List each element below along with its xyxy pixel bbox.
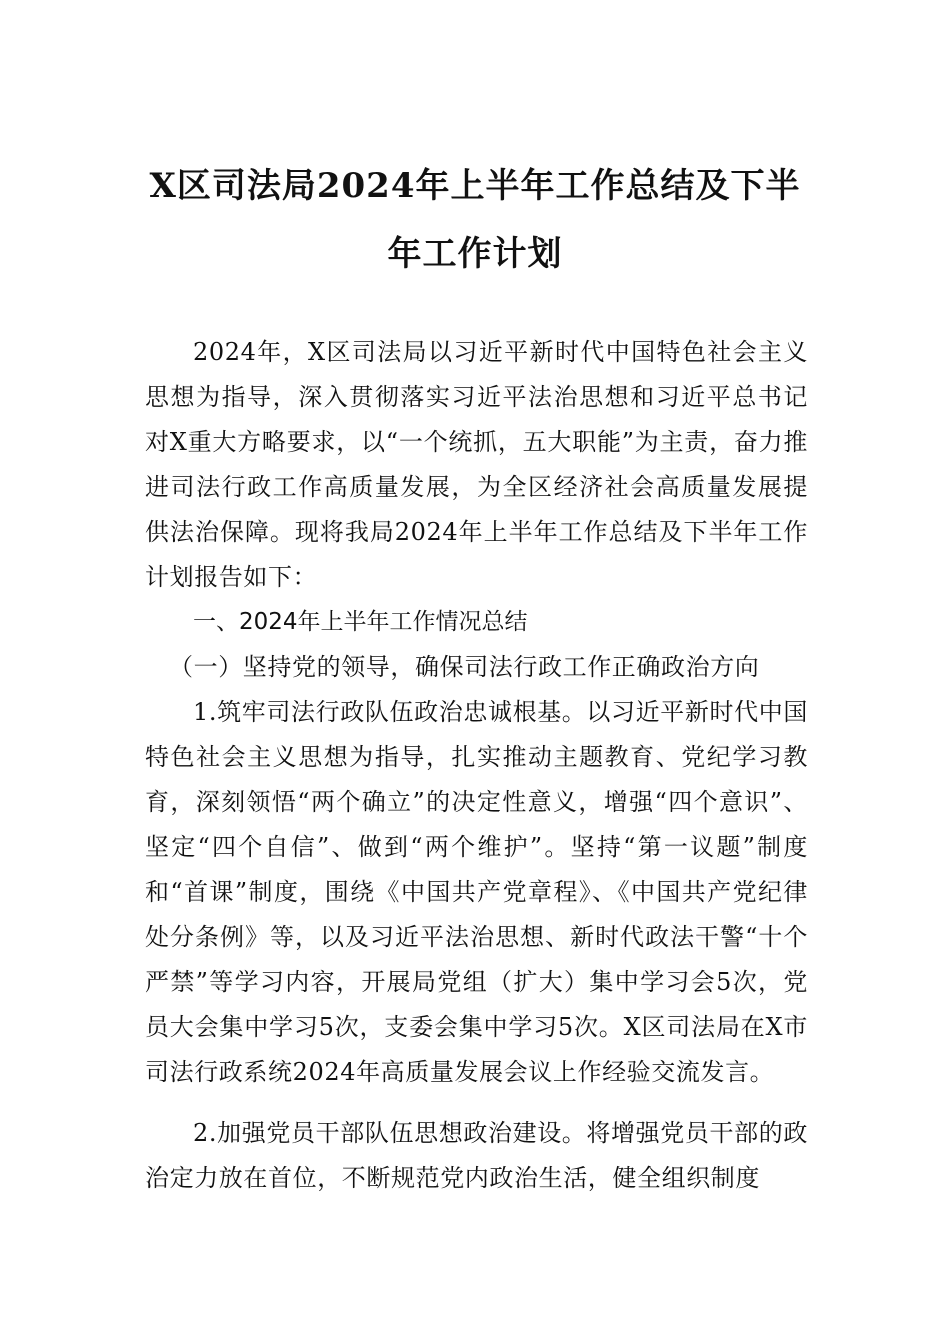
document-body [145, 330, 808, 1201]
paragraph-2: 2.加强党员干部队伍思想政治建设。将增强党员干部的政治定力放在首位，不断规范党内政治生活，健全组织制度 [145, 1119, 808, 1192]
document-title-line-1: X区司法局2024年上半年工作总结及下半 [149, 166, 801, 206]
intro-paragraph: 2024年，X区司法局以习近平新时代中国特色社会主义思想为指导，深入贯彻落实习近平法治思想和习近平总书记对X重大方略要求，以“一个统抓，五大职能”为主责，奋力推进司法行政工作高质量发展，为全区经济社会高质量发展提供法治保障。现将我局2024年上半年工作总结及下半年工作计划报告如下： [145, 338, 808, 591]
section-heading: 一、2024年上半年工作情况总结 [193, 609, 528, 635]
document-title-line-2: 年工作计划 [387, 234, 563, 274]
subsection-heading: （一）坚持党的领导，确保司法行政工作正确政治方向 [169, 653, 760, 681]
paragraph-gap [145, 1095, 808, 1111]
paragraph-1: 1.筑牢司法行政队伍政治忠诚根基。以习近平新时代中国特色社会主义思想为指导，扎实推动主题教育、党纪学习教育，深刻领悟“两个确立”的决定性意义，增强“四个意识”、坚定“四个自信”、做到“两个维护”。坚持“第一议题”制度和“首课”制度，围绕《中国共产党章程》、《中国共产党纪律处分条例》等，以及习近平法治思想、新时代政法干警“十个严禁”等学习内容，开展局党组（扩大）集中学习会5次，党员大会集中学习5次，支委会集中学习5次。X区司法局在X市司法行政系统2024年高质量发展会议上作经验交流发言。 [145, 698, 808, 1086]
